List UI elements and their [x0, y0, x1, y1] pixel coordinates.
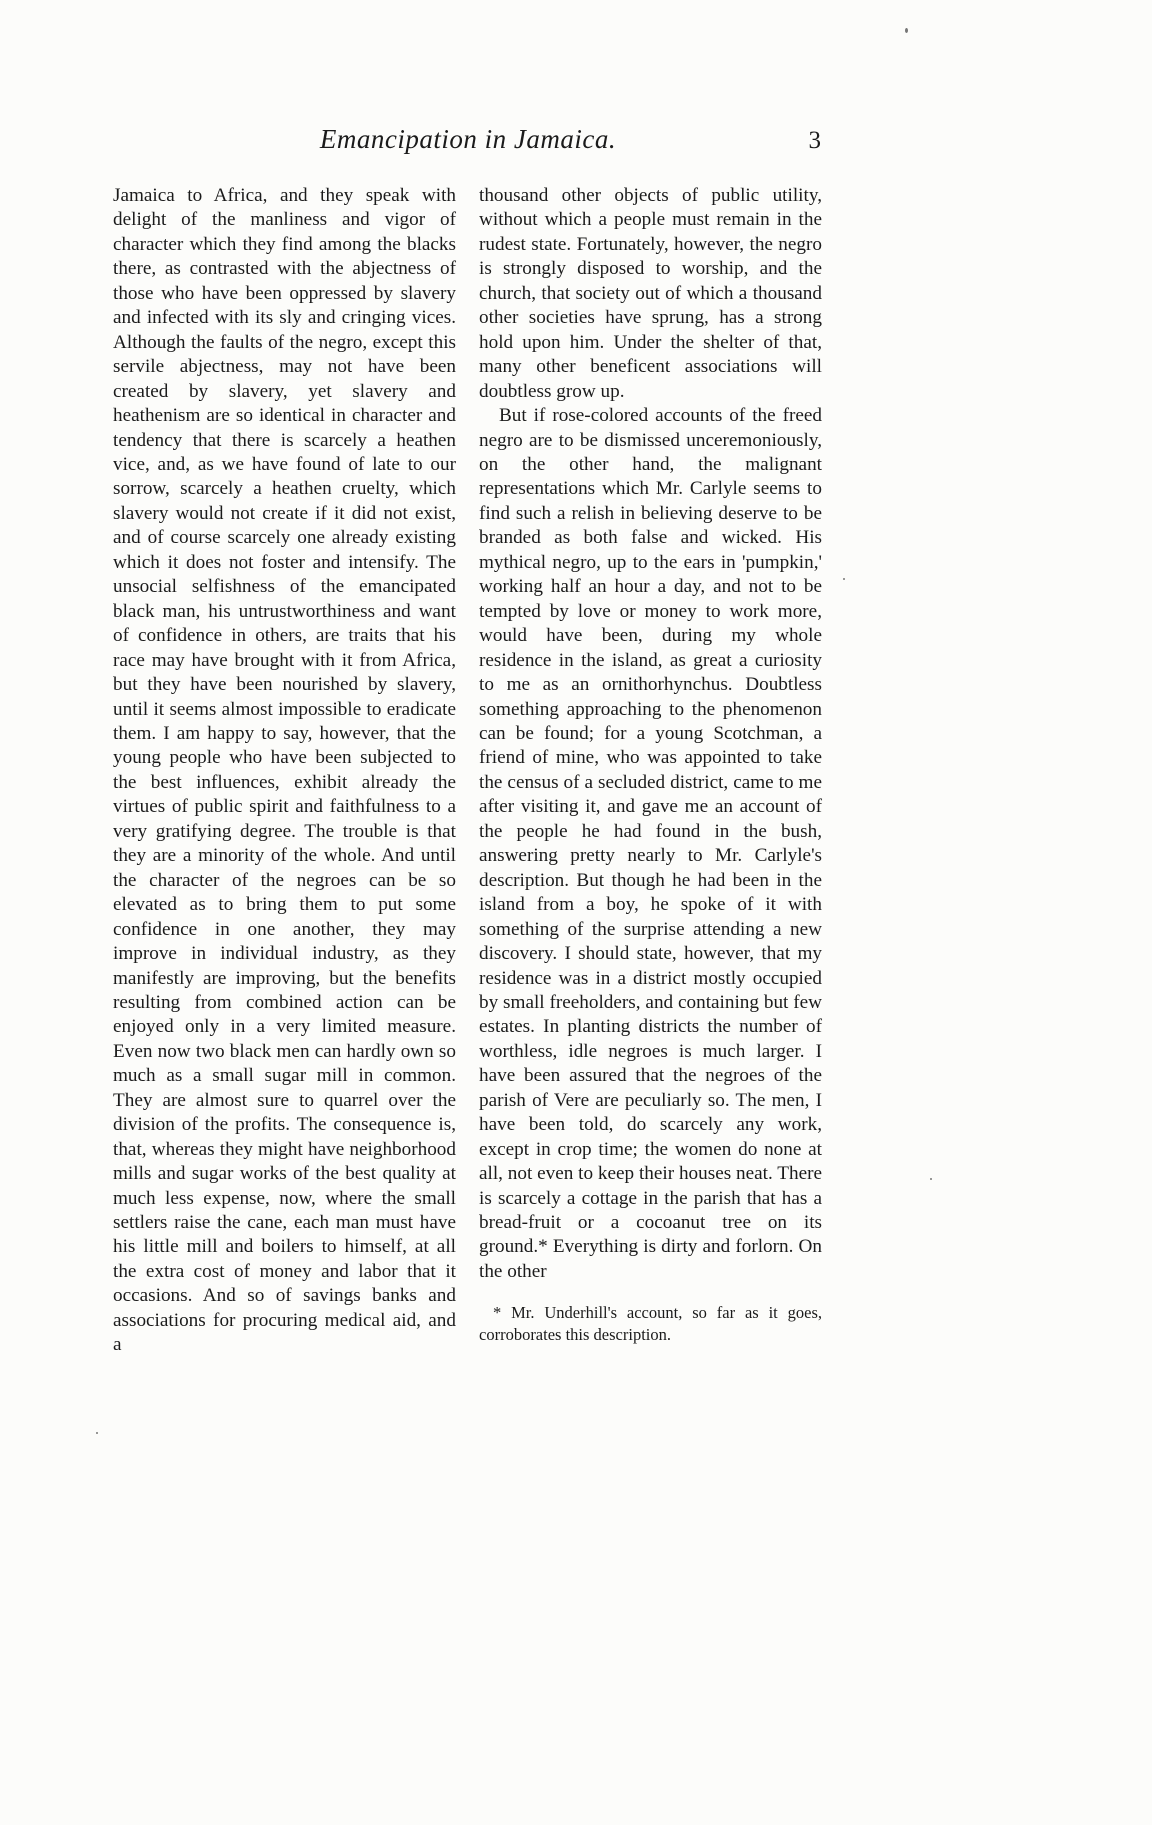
scan-speck [930, 1178, 932, 1180]
page-number: 3 [808, 127, 821, 154]
footnote: * Mr. Underhill's account, so far as it goes, corroborates this description. [479, 1303, 822, 1344]
page-content [113, 124, 823, 1358]
paragraph-continuation: thousand other objects of public utility, without which a people must remain in the rudest state. Fortunately, however, the negro is strongly disposed to worship, and the church, that society out of which a thousand other societies have sprung, has a strong hold upon him. Under the shelter of that, many other beneficent associations will doubtless grow up. [479, 185, 822, 402]
scan-speck [96, 1432, 98, 1434]
running-title: Emancipation in Jamaica. [319, 124, 617, 154]
page-header [113, 124, 823, 166]
text-columns [113, 184, 823, 1358]
left-column [113, 184, 456, 1358]
paragraph-continuation: Jamaica to Africa, and they speak with delight of the manliness and vigor of character which they find among the blacks there, as contrasted with the abjectness of those who have been oppressed by slavery and infected with its sly and cringing vices. Although the faults of the negro, except this servile abjectness, may not have been created by slavery, yet slavery and heathenism are so identical in character and tendency that there is scarcely a heathen vice, and, as we have found of late to our sorrow, scarcely a heathen cruelty, which slavery would not create if it did not exist, and of course scarcely one already existing which it does not foster and intensify. The unsocial selfishness of the emancipated black man, his untrustworthiness and want of confidence in others, are traits that his race may have brought with it from Africa, but they have been nourished by slavery, until it seems almost impossible to eradicate them. I am happy to say, however, that the young people who have been subjected to the best influences, exhibit already the virtues of public spirit and faithfulness to a very gratifying degree. The trouble is that they are a minority of the whole. And until the character of the negroes can be so elevated as to bring them to put some confidence in one another, they may improve in individual industry, as they manifestly are improving, but the benefits resulting from combined action can be enjoyed only in a very limited measure. Even now two black men can hardly own so much as a small sugar mill in common. They are almost sure to quarrel over the division of the profits. The consequence is, that, whereas they might have neighborhood mills and sugar works of the best quality at much less expense, now, where the small settlers raise the cane, each man must have his little mill and boilers to himself, at all the extra cost of money and labor that it occasions. And so of savings banks and associations for procuring medical aid, and a [113, 185, 456, 1356]
right-column [479, 184, 822, 1358]
scan-speck [843, 578, 845, 580]
scan-speck [905, 28, 908, 33]
paragraph: But if rose-colored accounts of the freed negro are to be dismissed unceremoniously, on the other hand, the malignant representations which Mr. Carlyle seems to find such a relish in believing deserve to be branded as both false and wicked. His mythical negro, up to the ears in 'pumpkin,' working half an hour a day, and not to be tempted by love or money to work more, would have been, during my whole residence in the island, as great a curiosity to me as an ornithorhynchus. Doubtless something approaching to the phenomenon can be found; for a young Scotchman, a friend of mine, who was appointed to take the census of a secluded district, came to me after visiting it, and gave me an account of the people he had found in the bush, answering pretty nearly to Mr. Carlyle's description. But though he had been in the island from a boy, he spoke of it with something of the surprise attending a new discovery. I should state, however, that my residence was in a district mostly occupied by small freeholders, and containing but few estates. In planting districts the number of worthless, idle negroes is much larger. I have been assured that the negroes of the parish of Vere are peculiarly so. The men, I have been told, do scarcely any work, except in crop time; the women do none at all, not even to keep their houses neat. There is scarcely a cottage in the parish that has a bread-fruit or a cocoanut tree on its ground.* Everything is dirty and forlorn. On the other [479, 405, 822, 1282]
